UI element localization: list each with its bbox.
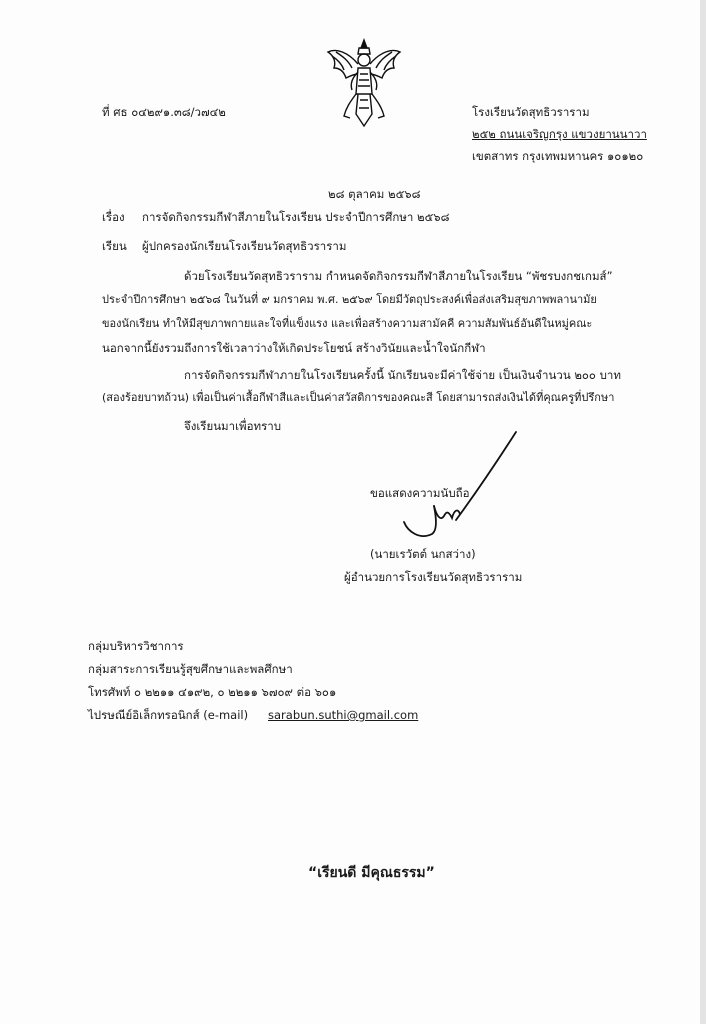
sender-address-line1: ๒๕๒ ถนนเจริญกรุง แขวงยานนาวา bbox=[472, 127, 647, 141]
subject-label: เรื่อง bbox=[102, 210, 125, 224]
body-paragraph2-line1: การจัดกิจกรรมกีฬาภายในโรงเรียนครั้งนี้ นักเรียนจะมีค่าใช้จ่าย เป็นเงินจำนวน ๒๐๐ บาท bbox=[184, 368, 621, 382]
contact-email-link[interactable]: sarabun.suthi@gmail.com bbox=[268, 708, 419, 722]
body-paragraph1-line1: ด้วยโรงเรียนวัดสุทธิวราราม กำหนดจัดกิจกรรมกีฬาสีภายในโรงเรียน “พัชรบงกชเกมส์” bbox=[184, 269, 613, 283]
closing: ขอแสดงความนับถือ bbox=[370, 486, 470, 500]
subject-text: การจัดกิจกรรมกีฬาสีภายในโรงเรียน ประจำปีการศึกษา ๒๕๖๘ bbox=[142, 210, 450, 224]
contact-department2: กลุ่มสาระการเรียนรู้สุขศึกษาและพลศึกษา bbox=[88, 662, 293, 676]
contact-email-label: ไปรษณีย์อิเล็กทรอนิกส์ (e-mail) bbox=[88, 708, 249, 722]
to-text: ผู้ปกครองนักเรียนโรงเรียนวัดสุทธิวราราม bbox=[142, 239, 347, 253]
body-paragraph1-line3: ของนักเรียน ทำให้มีสุขภาพกายและใจที่แข็งแรง และเพื่อสร้างความสามัคคี ความสัมพันธ์อันดีในหมู่คณะ bbox=[102, 317, 593, 330]
sender-name: โรงเรียนวัดสุทธิวราราม bbox=[472, 105, 590, 119]
letter-date: ๒๘ ตุลาคม ๒๕๖๘ bbox=[328, 187, 421, 201]
signer-name: (นายเรวัตต์ นกสว่าง) bbox=[370, 547, 476, 561]
body-paragraph3: จึงเรียนมาเพื่อทราบ bbox=[184, 419, 282, 433]
to-label: เรียน bbox=[102, 239, 127, 253]
contact-phone: โทรศัพท์ ๐ ๒๒๑๑ ๔๑๙๒, ๐ ๒๒๑๑ ๖๗๐๙ ต่อ ๖๐๑ bbox=[88, 685, 337, 699]
signer-title: ผู้อำนวยการโรงเรียนวัดสุทธิวราราม bbox=[344, 570, 523, 584]
reference-number: ที่ ศธ ๐๔๒๙๑.๓๘/ว๗๔๒ bbox=[102, 105, 226, 119]
school-motto: “เรียนดี มีคุณธรรม” bbox=[308, 865, 435, 881]
body-paragraph2-line2: (สองร้อยบาทถ้วน) เพื่อเป็นค่าเสื้อกีฬาสีและเป็นค่าสวัสดิการของคณะสี โดยสามารถส่งเงินได้ที่คุณครูที่ปรึกษา bbox=[102, 391, 615, 404]
body-paragraph1-line2: ประจำปีการศึกษา ๒๕๖๘ ในวันที่ ๙ มกราคม พ.ศ. ๒๕๖๙ โดยมีวัตถุประสงค์เพื่อส่งเสริมสุขภาพพลานามัย bbox=[102, 293, 597, 306]
body-paragraph1-line4: นอกจากนี้ยังรวมถึงการใช้เวลาว่างให้เกิดประโยชน์ สร้างวินัยและน้ำใจนักกีฬา bbox=[102, 341, 486, 355]
garuda-emblem-icon bbox=[326, 38, 402, 128]
contact-department1: กลุ่มบริหารวิชาการ bbox=[88, 639, 184, 653]
sender-address-line2: เขตสาทร กรุงเทพมหานคร ๑๐๑๒๐ bbox=[472, 149, 644, 163]
